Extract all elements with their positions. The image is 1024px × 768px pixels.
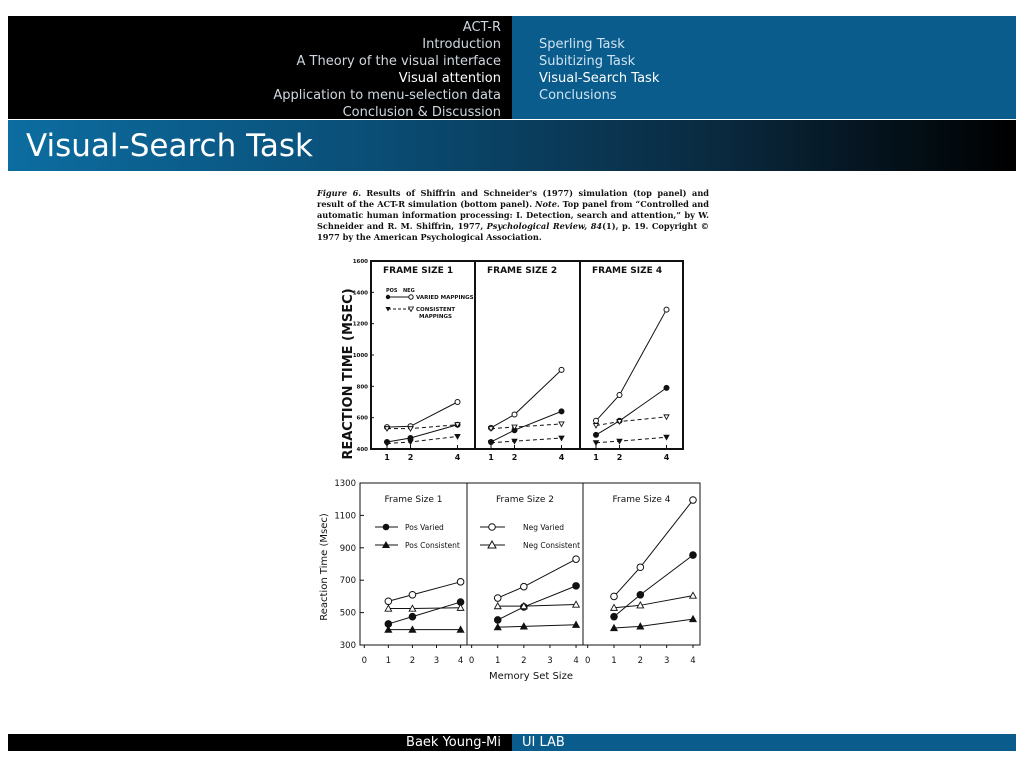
bottom-point-neg-varied [457,579,464,586]
top-legend-consistent-2: MAPPINGS [419,314,452,320]
bottom-ytick-label: 900 [339,543,356,554]
caption-text: Results of Shiffrin and Schneider's (1977) simulation (top panel) and result of the ACT-R simulation (bottom panel). [317,188,709,209]
legend-neg-varied-marker [489,524,496,531]
footer [8,734,1016,751]
top-point-pos-consistent [617,439,622,443]
bottom-ytick-label: 500 [339,608,356,619]
bottom-point-pos-varied [690,552,697,559]
top-xtick-label: 1 [593,453,599,462]
bottom-point-neg-varied [494,595,501,602]
bottom-line-pos-varied [498,586,576,620]
top-line-neg-varied [387,402,458,427]
bottom-ytick-label: 1300 [334,479,356,489]
bottom-xtick-label: 1 [495,656,501,666]
top-point-neg-consistent [664,415,669,420]
top-ytick-label: 1600 [352,259,368,265]
bottom-point-pos-varied [573,583,580,590]
bottom-legend [375,523,580,550]
bottom-xtick-label: 3 [547,656,553,666]
top-point-pos-consistent [664,435,669,440]
bottom-point-neg-varied [573,556,580,563]
legend-pos-varied: Pos Varied [405,523,444,532]
footer-right [512,734,1016,751]
nav-item-visual-attention[interactable]: Visual attention [398,71,501,86]
nav-item-theory[interactable]: A Theory of the visual interface [296,54,501,69]
top-point-pos-consistent [408,440,413,445]
top-legend-varied: VARIED MAPPINGS [416,295,474,301]
top-point-pos-varied [664,385,669,390]
title-bar [8,120,1016,171]
subsection-nav [512,16,1016,119]
top-point-pos-varied [594,432,599,437]
top-legend [386,288,474,320]
top-point-neg-consistent [617,420,622,425]
top-xtick-label: 1 [384,453,390,462]
top-point-pos-consistent [489,441,494,446]
caption-tail: (1), p. 19. Copyright © 1977 by the American Psychological Association. [317,221,709,242]
bottom-point-neg-varied [409,591,416,598]
bottom-line-pos-varied [614,555,693,617]
bottom-line-neg-varied [388,582,460,601]
nav-item-introduction[interactable]: Introduction [422,37,501,52]
bottom-line-pos-varied [388,602,460,624]
subnav-item-sperling[interactable]: Sperling Task [539,37,625,52]
top-frame-title: FRAME SIZE 2 [487,266,558,276]
top-series [385,307,670,446]
footer-left [8,734,512,751]
bottom-xtick-label: 1 [611,656,617,666]
bottom-series [385,497,696,633]
top-frame-box [475,261,580,449]
top-ytick-label: 600 [356,415,368,422]
top-point-neg-varied [594,418,599,423]
top-point-neg-consistent [489,427,494,432]
bottom-xtick-label: 2 [521,656,527,666]
bottom-ylabel: Reaction Time (Msec) [319,513,330,621]
footer-author: Baek Young-Mi [406,735,501,750]
top-xtick-label: 1 [488,453,494,462]
top-point-neg-varied [512,412,517,417]
bottom-line-neg-varied [498,559,576,598]
figure [315,186,710,686]
bottom-frame-box [360,483,467,645]
bottom-point-pos-varied [637,591,644,598]
bottom-frame-title: Frame Size 4 [612,495,671,505]
top-xtick-label: 4 [663,453,670,462]
nav-item-act-r[interactable]: ACT-R [462,20,501,35]
top-point-neg-varied [617,392,622,397]
section-nav [8,16,512,119]
top-line-pos-varied [596,388,667,435]
top-frame-title: FRAME SIZE 1 [383,266,454,276]
subnav-item-conclusions[interactable]: Conclusions [539,88,617,103]
bottom-xtick-label: 3 [433,656,440,666]
top-point-neg-varied [455,400,460,405]
top-point-pos-consistent [594,441,599,446]
bottom-line-pos-consistent [614,619,693,628]
bottom-xtick-label: 0 [468,656,475,666]
top-line-pos-consistent [596,437,667,442]
legend-pos-varied-marker [383,524,390,531]
top-point-pos-consistent [385,442,390,447]
bottom-ytick-label: 700 [339,576,356,587]
top-point-neg-consistent [594,424,599,429]
bottom-point-pos-varied [409,613,416,620]
caption-lead: Figure 6. [317,188,362,198]
top-legend-neg: NEG [403,288,415,294]
bottom-xtick-label: 4 [457,656,464,666]
bottom-point-neg-varied [385,598,392,605]
bottom-line-pos-consistent [498,625,576,627]
top-frames [371,261,683,462]
legend-neg-consistent: Neg Consistent [523,541,581,550]
bottom-frame-box [467,483,583,645]
top-xtick-label: 2 [407,453,414,462]
top-navigation [8,16,1016,119]
bottom-xtick-label: 3 [663,656,670,666]
bottom-frames [360,483,700,666]
bottom-ytick-label: 1100 [334,511,356,522]
top-ytick-label: 1400 [352,290,368,297]
top-line-pos-consistent [491,438,562,443]
bottom-point-neg-consistent [690,592,697,598]
bottom-point-pos-varied [611,613,618,620]
top-point-neg-varied [559,367,564,372]
top-line-neg-varied [596,310,667,421]
top-point-pos-consistent [559,436,564,441]
top-point-neg-consistent [408,427,413,432]
top-xtick-label: 4 [454,453,461,462]
top-legend-pos: POS [386,288,398,294]
subnav-item-subitizing[interactable]: Subitizing Task [539,54,636,69]
top-legend-consistent: CONSISTENT [416,307,456,313]
caption-note-label: Note. [535,199,560,209]
bottom-ytick-label: 300 [339,641,356,651]
top-frame-title: FRAME SIZE 4 [592,266,663,276]
bottom-xtick-label: 0 [584,656,591,666]
slide-title: Visual-Search Task [26,128,313,164]
top-legend-varied-neg-marker [409,295,413,299]
top-ytick-label: 800 [356,384,368,391]
top-ytick-label: 1200 [352,321,368,328]
nav-item-conclusion[interactable]: Conclusion & Discussion [342,105,501,120]
bottom-xlabel: Memory Set Size [489,671,573,682]
top-ytick-label: 1000 [352,353,368,359]
top-chart [341,259,683,462]
bottom-chart [319,479,700,682]
legend-pos-consistent: Pos Consistent [405,541,460,550]
bottom-point-pos-consistent [690,616,697,622]
top-ytick-label: 400 [356,447,368,453]
top-line-neg-varied [491,370,562,428]
bottom-xtick-label: 1 [385,656,392,666]
bottom-point-neg-varied [690,497,697,504]
figure-charts [315,186,710,686]
bottom-frame-title: Frame Size 2 [496,495,554,505]
bottom-point-neg-varied [521,583,528,590]
top-point-neg-varied [664,307,669,312]
caption-note: Top panel from “Controlled and automatic human information processing: I. Detection, search and attention,” by W. Schneider and R. M. Shiffrin, 1977, [317,199,709,231]
top-line-neg-consistent [491,424,562,429]
bottom-line-neg-consistent [614,596,693,608]
top-ylabel: REACTION TIME (MSEC) [341,288,356,460]
top-point-neg-consistent [559,422,564,427]
caption-journal: Psychological Review, 84 [486,221,603,231]
bottom-xtick-label: 0 [361,656,367,666]
top-point-pos-consistent [512,439,517,443]
top-xtick-label: 2 [511,453,518,462]
top-line-neg-consistent [596,417,667,426]
top-xtick-label: 4 [558,453,565,462]
bottom-line-neg-consistent [498,605,576,607]
bottom-point-neg-varied [611,593,618,600]
top-point-neg-consistent [385,427,390,432]
top-point-pos-varied [559,409,564,414]
bottom-line-neg-consistent [388,608,460,609]
top-xtick-label: 2 [616,453,623,462]
bottom-xtick-label: 2 [637,656,644,666]
bottom-line-neg-varied [614,500,693,596]
top-point-pos-consistent [455,434,460,439]
bottom-point-neg-varied [637,564,644,571]
footer-lab: UI LAB [522,735,565,750]
bottom-frame-title: Frame Size 1 [384,495,443,505]
bottom-point-pos-varied [494,617,501,624]
bottom-xtick-label: 4 [573,656,579,666]
nav-item-application[interactable]: Application to menu-selection data [273,88,501,103]
subnav-item-visual-search[interactable]: Visual-Search Task [539,71,660,86]
legend-neg-varied: Neg Varied [523,523,565,532]
top-legend-varied-pos-marker [386,295,390,299]
bottom-xtick-label: 2 [409,656,416,666]
bottom-xtick-label: 4 [690,656,696,666]
